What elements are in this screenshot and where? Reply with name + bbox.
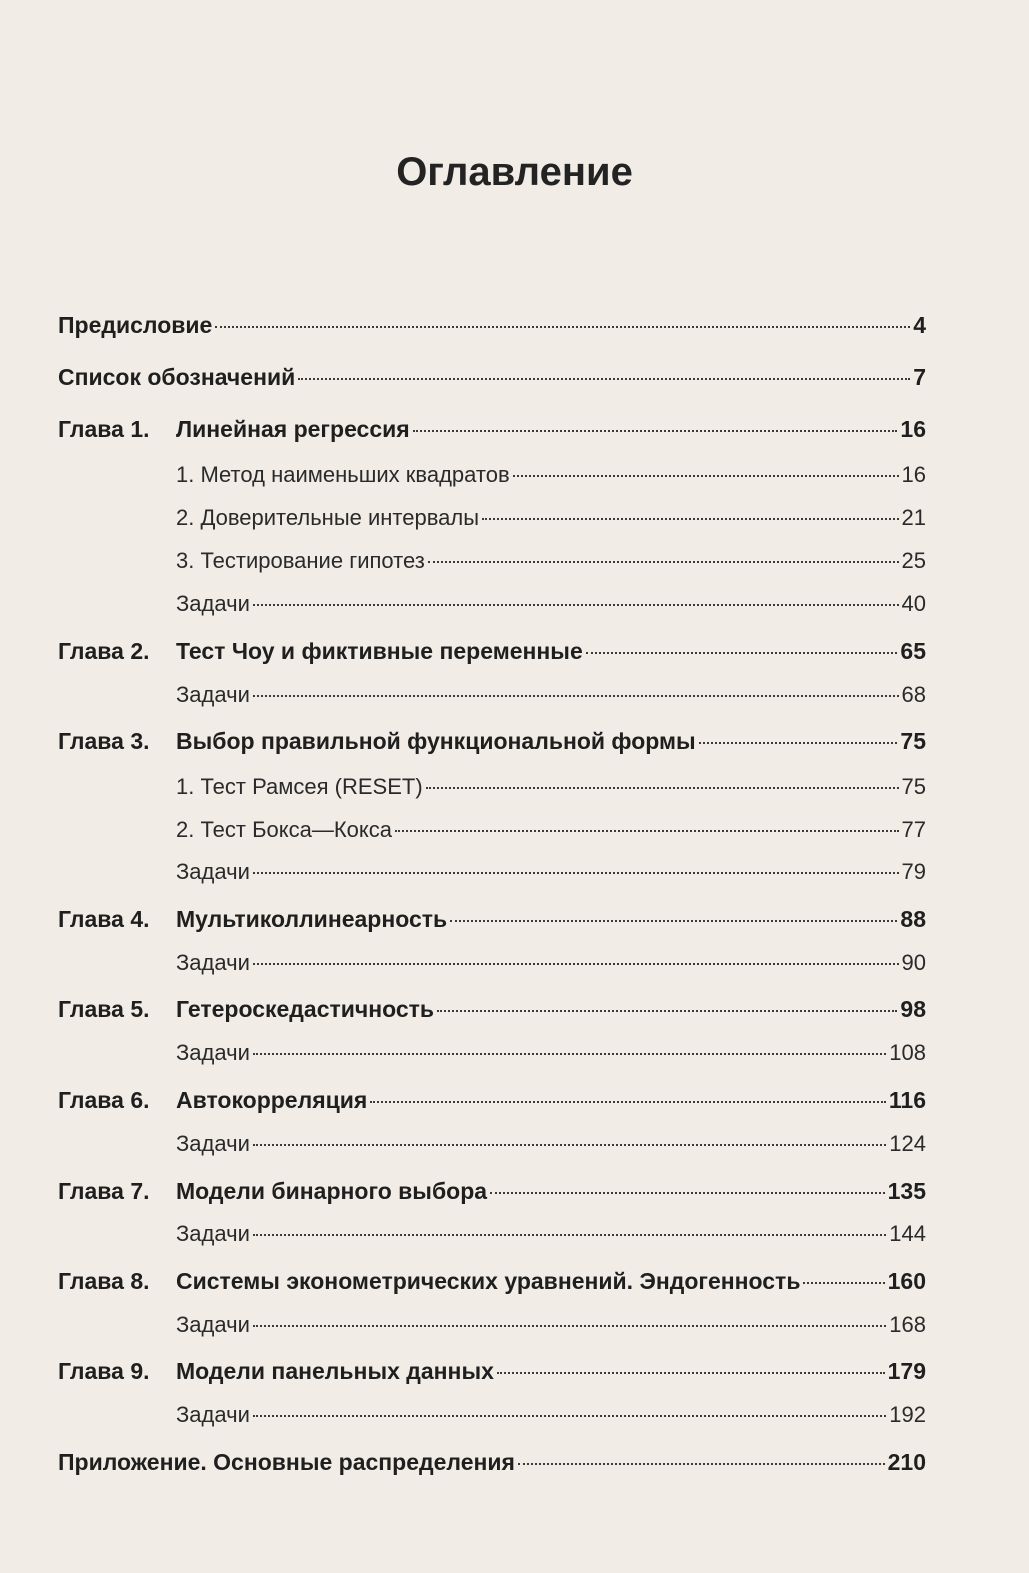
toc-entry-chapter-1 [58,416,926,443]
entry-label: Модели бинарного выбора [176,1178,488,1204]
toc-subentry [176,1040,926,1066]
toc-entry-chapter-3 [58,728,926,755]
page-number: 77 [901,817,926,842]
page-number: 75 [900,728,926,754]
dot-leader [253,1325,886,1327]
toc-subentry [176,591,926,617]
entry-label: Задачи [176,1131,250,1156]
chapter-number: Глава 2. [58,638,150,664]
toc-entry-chapter-5 [58,996,926,1023]
dot-leader [395,830,898,832]
toc-subentry [176,859,926,885]
toc-subentry [176,1221,926,1247]
dot-leader [428,561,899,563]
dot-leader [497,1372,885,1374]
dot-leader [803,1282,884,1284]
dot-leader [253,1053,886,1055]
chapter-number: Глава 5. [58,996,150,1022]
page-number: 16 [901,462,926,487]
toc-entry-chapter-4 [58,906,926,933]
toc-subentry [176,817,926,843]
toc-entry-preface [58,312,926,339]
page-number: 192 [889,1402,926,1427]
toc-subentry [176,774,926,800]
toc-subentry [176,548,926,574]
page-number: 179 [887,1358,926,1384]
dot-leader [586,652,898,654]
dot-leader [513,475,899,477]
dot-leader [482,518,898,520]
chapter-number: Глава 4. [58,906,150,932]
toc-subentry [176,462,926,488]
toc-entry-chapter-9 [58,1358,926,1385]
toc-subentry [176,505,926,531]
page-number: 88 [900,906,926,932]
toc-subentry [176,1131,926,1157]
entry-label: Гетероскедастичность [176,996,435,1022]
dot-leader [518,1463,885,1465]
toc-entry-chapter-7 [58,1178,926,1205]
entry-label: 2. Тест Бокса—Кокса [176,817,393,842]
page-number: 40 [901,591,926,616]
entry-label: 1. Тест Рамсея (RESET) [176,774,423,799]
toc-entry-chapter-8 [58,1268,926,1295]
chapter-number: Глава 3. [58,728,150,754]
dot-leader [253,1234,886,1236]
entry-label: Линейная регрессия [176,416,410,442]
entry-label: Задачи [176,859,250,884]
dot-leader [253,1144,886,1146]
dot-leader [253,695,899,697]
entry-label: Предисловие [58,312,213,338]
dot-leader [215,326,910,328]
toc-subentry [176,1312,926,1338]
page-number: 4 [913,312,926,338]
dot-leader [253,963,899,965]
page-number: 168 [889,1312,926,1337]
dot-leader [253,1415,886,1417]
dot-leader [426,787,899,789]
toc-subentry [176,1402,926,1428]
page-number: 21 [901,505,926,530]
toc-entry-chapter-6 [58,1087,926,1114]
page-number: 124 [889,1131,926,1156]
page-number: 116 [888,1087,926,1113]
entry-label: Список обозначений [58,364,296,390]
page-number: 68 [901,682,926,707]
entry-label: Приложение. Основные распределения [58,1449,515,1475]
page-number: 160 [887,1268,926,1294]
page-number: 16 [900,416,926,442]
entry-label: Мультиколлинеарность [176,906,448,932]
toc-entry-chapter-2 [58,638,926,665]
page-number: 135 [887,1178,926,1204]
entry-label: Задачи [176,1040,250,1065]
entry-label: 1. Метод наименьших квадратов [176,462,510,487]
toc-subentry [176,682,926,708]
page-number: 65 [900,638,926,664]
entry-label: Автокорреляция [176,1087,368,1113]
page-number: 90 [901,950,926,975]
dot-leader [450,920,897,922]
chapter-number: Глава 9. [58,1358,150,1384]
page-number: 98 [900,996,926,1022]
entry-label: Задачи [176,1221,250,1246]
page-number: 108 [889,1040,926,1065]
entry-label: Задачи [176,1402,250,1427]
chapter-number: Глава 7. [58,1178,150,1204]
page-number: 25 [901,548,926,573]
dot-leader [253,872,899,874]
dot-leader [490,1192,885,1194]
page-title: Оглавление [396,150,633,194]
entry-label: 3. Тестирование гипотез [176,548,425,573]
entry-label: Модели панельных данных [176,1358,494,1384]
toc-entry-notation [58,364,926,391]
page-number: 210 [887,1449,926,1475]
page-number: 144 [889,1221,926,1246]
entry-label: Задачи [176,682,250,707]
dot-leader [413,430,898,432]
entry-label: Задачи [176,591,250,616]
dot-leader [370,1101,886,1103]
dot-leader [253,604,899,606]
chapter-number: Глава 8. [58,1268,150,1294]
toc-entry-appendix [58,1449,926,1476]
dot-leader [298,378,910,380]
chapter-number: Глава 6. [58,1087,150,1113]
page-number: 7 [913,364,926,390]
toc-subentry [176,950,926,976]
page-number: 75 [901,774,926,799]
entry-label: Системы эконометрических уравнений. Эндогенность [176,1268,801,1294]
entry-label: 2. Доверительные интервалы [176,505,480,530]
dot-leader [437,1010,897,1012]
dot-leader [699,742,898,744]
entry-label: Выбор правильной функциональной формы [176,728,696,754]
chapter-number: Глава 1. [58,416,150,442]
page-number: 79 [901,859,926,884]
entry-label: Задачи [176,950,250,975]
entry-label: Тест Чоу и фиктивные переменные [176,638,583,664]
entry-label: Задачи [176,1312,250,1337]
